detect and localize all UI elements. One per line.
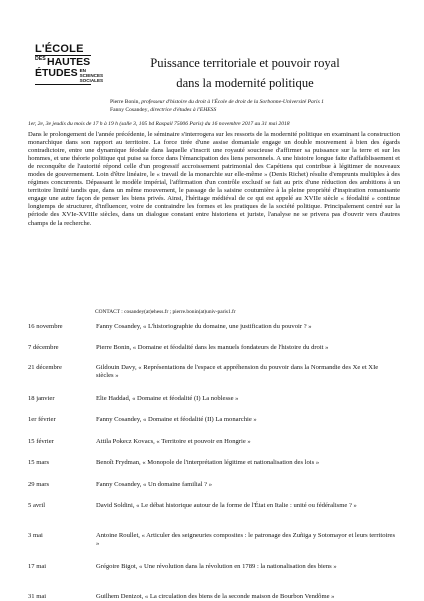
logo-line-ecole: L'ÉCOLE [35, 44, 91, 56]
author-1-name: Pierre Bonin [110, 99, 139, 105]
session-text: David Soldini, « Le débat historique autour de la forme de l'État en Italie : unité ou fédéralisme ? » [96, 502, 357, 509]
logo-hautes: HAUTES [47, 56, 91, 68]
logo-row-hautes [35, 57, 91, 68]
session-text: Guilhem Denizot, « La circulation des biens de la seconde maison de Bourbon Vendôme » [96, 593, 335, 600]
page-title: Puissance territoriale et pouvoir royal [150, 56, 340, 70]
session-text: Fanny Cosandey, « L'historiographie du domaine, une justification du pouvoir ? » [96, 323, 312, 330]
session-text: Fanny Cosandey, « Un domaine familial ? » [96, 481, 213, 488]
session-date: 16 novembre [28, 323, 63, 330]
session-item [28, 563, 404, 571]
logo-row-etudes [35, 66, 104, 85]
session-item [28, 532, 404, 549]
logo-des: DES [35, 56, 46, 62]
author-2-name: Fanny Cosandey [110, 107, 148, 113]
session-item [28, 481, 404, 489]
page-subtitle: dans la modernité politique [176, 76, 314, 90]
session-date: 29 mars [28, 481, 50, 488]
session-date: 21 décembre [28, 364, 62, 371]
session-text: Elie Haddad, « Domaine et féodalité (I) La noblesse » [96, 395, 239, 402]
session-date: 15 mars [28, 459, 50, 466]
author-2 [110, 106, 402, 114]
session-text: Gildouin Davy, « Représentations de l'espace et appréhension du pouvoir dans la Normandie des Xe et XIe siècles » [96, 364, 379, 380]
ehess-logo [35, 43, 104, 85]
seminar-description: Dans le prolongement de l'année précédente, le séminaire s'interrogera sur les ressorts de la modernité politique en examinant la construction monarchique dans son rapport au territoire. La force tirée d'une assise domaniale engage un double mouvement à bien des égards contradictoire, entre une dynamique féodale dans laquelle s'inscrit une royauté soucieuse d'affirmer sa puissance sur la terre et sur les hommes, et une théorie politique qui puise sa force dans l'émancipation des liens personnels. A une histoire longue faite d'affaiblissement et de reconquête de l'autorité répond celle d'un progressif accroissement patrimonial des Capétiens qui contribue à légitimer de nouveaux modes de gouvernement. Loin d'être linéaire, le « travail de la monarchie sur elle-même » (Denis Richet) résulte d'emprunts multiples à des régimes concurrents. Dépassant le modèle impérial, l'affirmation d'un contrôle exclusif se fait au prix d'une réduction des ambitions à un territoire limité tandis que, dans un même mouvement, le passage de la saisine coutumière à la pleine propriété d'inspiration romanisante engage une autre façon de penser les biens privés. Ainsi, l'héritage médiéval de ce qui est appelé au XVIIe siècle « féodalité » continue longtemps de structurer, d'influencer, voire de contraindre les formes et les pratiques de la société politique. Principalement centré sur la période des XVIe-XVIIIe siècles, dans un dialogue constant entre historiens et juriste, l'analyse ne se privera pas d'ouvrir vers d'autres champs de la recherche. [28, 131, 400, 227]
session-item [28, 459, 404, 467]
session-item [28, 416, 404, 424]
session-item [28, 502, 404, 510]
authors-block [110, 98, 402, 114]
session-item [28, 438, 404, 446]
contact-line: CONTACT : cosandey(at)ehess.fr ; pierre.bonin(at)univ-paris1.fr [95, 309, 236, 315]
session-date: 18 janvier [28, 395, 55, 402]
session-date: 17 mai [28, 563, 47, 570]
session-date: 7 décembre [28, 344, 59, 351]
logo-etudes: ÉTUDES [35, 66, 78, 79]
session-date: 31 mai [28, 593, 47, 600]
schedule-line: 1er, 2e, 3e jeudis du mois de 17 h à 19 h (salle 3, 105 bd Raspail 75006 Paris) du 16 novembre 2017 au 31 mai 2018 [28, 121, 290, 127]
session-date: 15 février [28, 438, 54, 445]
session-text: Grégoire Bigot, « Une révolution dans la révolution en 1789 : la nationalisation des biens » [96, 563, 337, 570]
author-1 [110, 98, 402, 106]
session-text: Fanny Cosandey, « Domaine et féodalité (II) La monarchie » [96, 416, 257, 423]
session-item [28, 395, 404, 403]
session-date: 5 avril [28, 502, 46, 509]
session-text: Pierre Bonin, « Domaine et féodalité dans les manuels fondateurs de l'histoire du droit » [96, 344, 329, 351]
session-text: Benoît Frydman, « Monopole de l'interprétation légitime et nationalisation des lois » [96, 459, 320, 466]
session-item [28, 364, 404, 381]
session-item [28, 344, 404, 352]
logo-sciences-sociales: EN SCIENCES SOCIALES [79, 67, 104, 83]
session-item [28, 323, 404, 331]
session-text: Attila Pokecz Kovacs, « Territoire et pouvoir en Hongrie » [96, 438, 251, 445]
session-text: Antoine Roullet, « Articuler des seigneuries composites : le patronage des Zuñiga y Sotomayor et leurs territoires » [96, 532, 396, 548]
author-2-role: , directrice d'études à l'EHESS [147, 107, 217, 113]
author-1-role: , professeur d'histoire du droit à l'École de droit de la Sorbonne-Université Paris 1 [138, 99, 324, 105]
session-date: 3 mai [28, 532, 43, 539]
session-date: 1er février [28, 416, 56, 423]
